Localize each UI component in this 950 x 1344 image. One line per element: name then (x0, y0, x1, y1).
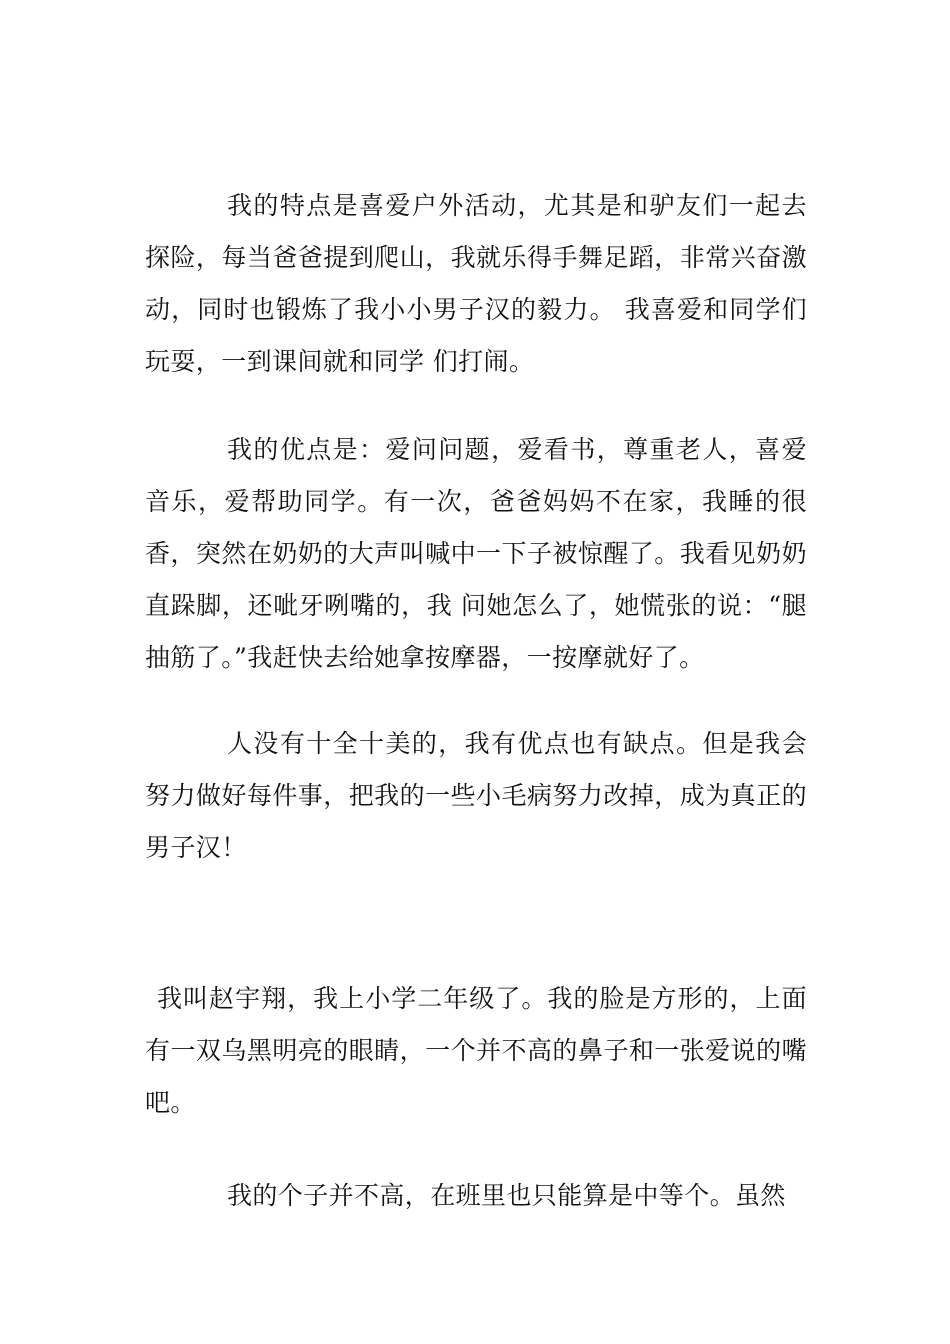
paragraph-height: 我的个子并不高，在班里也只能算是中等个。虽然 (227, 1181, 786, 1210)
paragraph-introduction: 我叫赵宇翔，我上小学二年级了。我的脸是方形的，上面有一双乌黑明亮的眼睛，一个并不高的鼻子和一张爱说的嘴吧。 (145, 984, 807, 1117)
paragraph-hobbies: 我的特点是喜爱户外活动，尤其是和驴友们一起去探险，每当爸爸提到爬山，我就乐得手舞足蹈，非常兴奋激动，同时也锻炼了我小小男子汉的毅力。 我喜爱和同学们玩耍，一到课间就和同学 们打闹。 (145, 191, 807, 376)
paragraph-conclusion: 人没有十全十美的，我有优点也有缺点。但是我会努力做好每件事，把我的一些小毛病努力改掉，成为真正的男子汉！ (145, 729, 807, 862)
paragraph-strengths: 我的优点是：爱问问题，爱看书，尊重老人，喜爱音乐，爱帮助同学。有一次，爸爸妈妈不在家，我睡的很香，突然在奶奶的大声叫喊中一下子被惊醒了。我看见奶奶直跺脚，还呲牙咧嘴的，我 问她怎么了，她慌张的说：“腿抽筋了。”我赶快去给她拿按摩器，一按摩就好了。 (145, 435, 807, 672)
